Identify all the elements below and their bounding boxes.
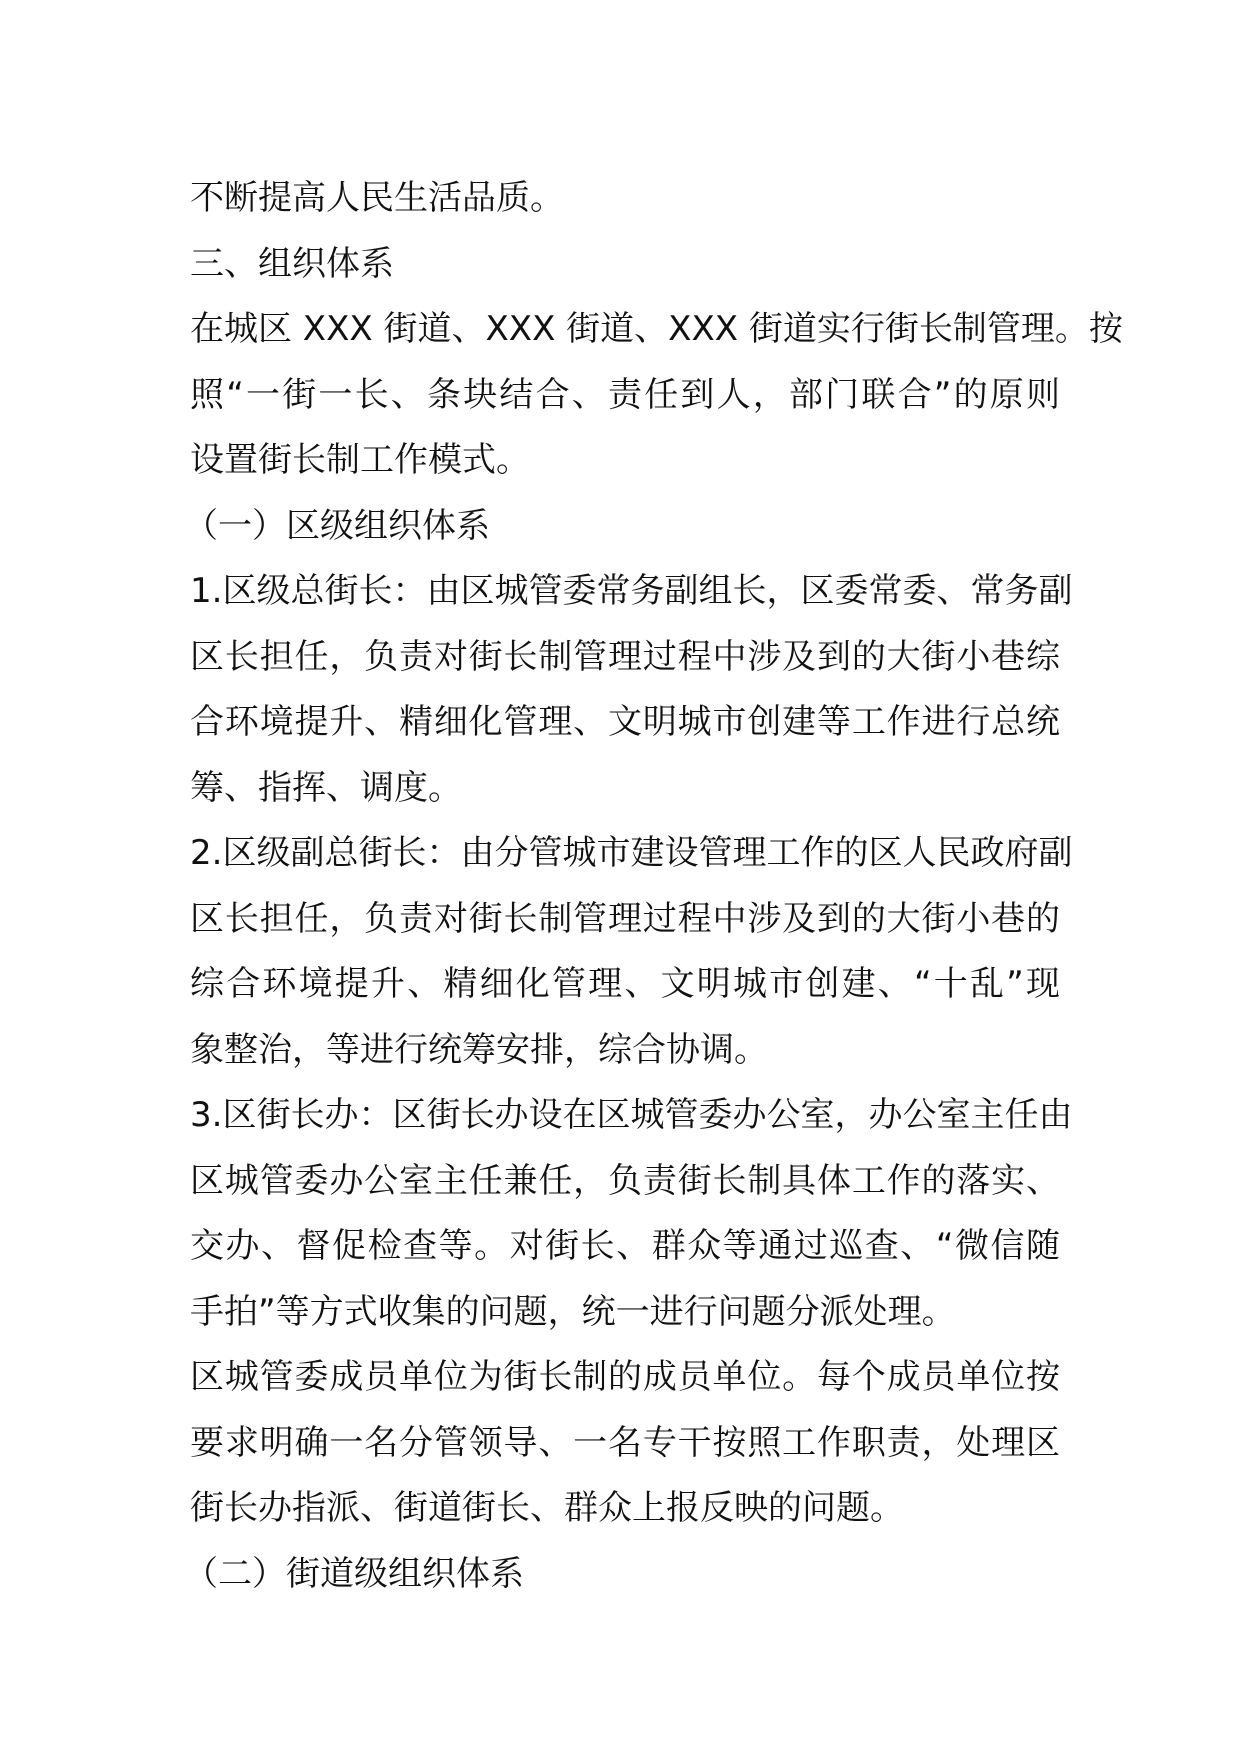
text-line-8: 区长担任，负责对街长制管理过程中涉及到的大街小巷综 — [190, 636, 1060, 677]
text-line-9: 合环境提升、精细化管理、文明城市创建等工作进行总统 — [190, 702, 1060, 742]
text-line-13: 综合环境提升、精细化管理、文明城市创建、“十乱”现 — [190, 964, 1060, 1004]
subheading-district-level: （一）区级组织体系 — [184, 505, 490, 546]
text-line-1: 不断提高人民生活品质。 — [190, 178, 564, 218]
text-line-7: 1.区级总街长：由区城管委常务副组长，区委常委、常务副 — [190, 571, 1073, 611]
text-line-21: 街长办指派、街道街长、群众上报反映的问题。 — [190, 1488, 904, 1528]
text-line-14: 象整治，等进行统筹安排，综合协调。 — [190, 1029, 768, 1070]
text-line-19: 区城管委成员单位为街长制的成员单位。每个成员单位按 — [190, 1357, 1060, 1397]
text-line-15: 3.区街长办：区街长办设在区城管委办公室，办公室主任由 — [190, 1095, 1073, 1135]
text-line-18: 手拍”等方式收集的问题，统一进行问题分派处理。 — [190, 1291, 956, 1332]
text-line-5: 设置街长制工作模式。 — [190, 440, 530, 480]
section-heading-organization: 三、组织体系 — [190, 243, 394, 284]
text-line-10: 筹、指挥、调度。 — [190, 767, 462, 808]
text-line-16: 区城管委办公室主任兼任，负责街长制具体工作的落实、 — [190, 1160, 1060, 1201]
subheading-street-level: （二）街道级组织体系 — [184, 1553, 524, 1594]
text-line-17: 交办、督促检查等。对街长、群众等通过巡查、“微信随 — [190, 1226, 1060, 1266]
text-line-20: 要求明确一名分管领导、一名专干按照工作职责，处理区 — [190, 1422, 1060, 1463]
text-line-3: 在城区 XXX 街道、XXX 街道、XXX 街道实行街长制管理。按 — [190, 309, 1123, 349]
text-line-11: 2.区级副总街长：由分管城市建设管理工作的区人民政府副 — [190, 833, 1073, 873]
document-body — [184, 166, 1123, 1607]
text-line-4: 照“一街一长、条块结合、责任到人，部门联合”的原则 — [190, 374, 1060, 415]
text-line-12: 区长担任，负责对街长制管理过程中涉及到的大街小巷的 — [190, 898, 1060, 939]
